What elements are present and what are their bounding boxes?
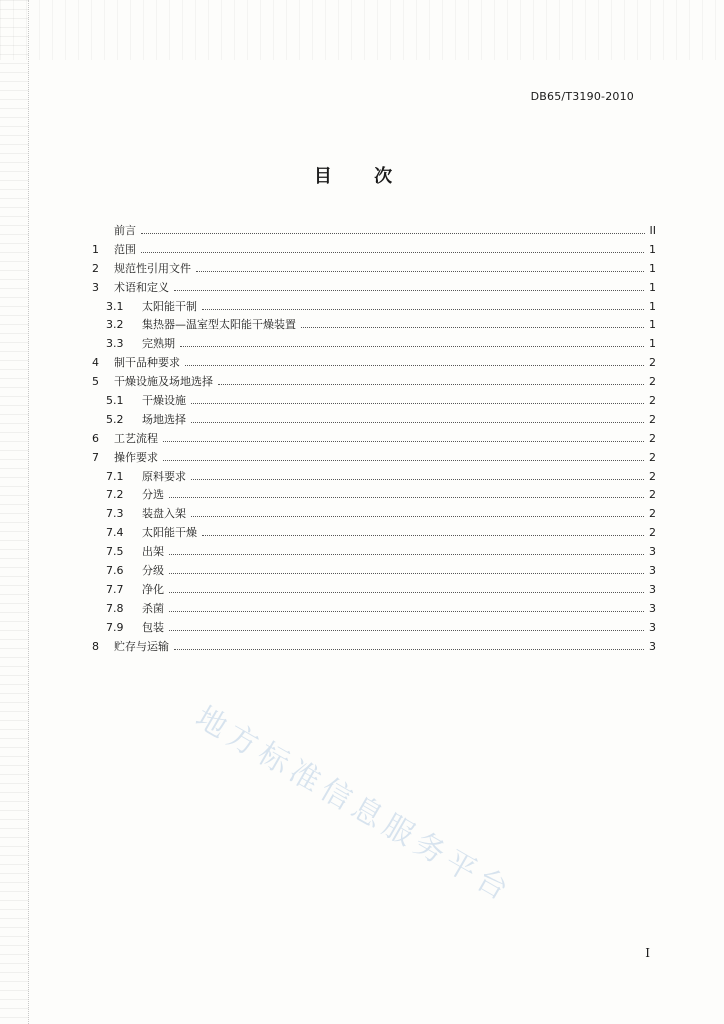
toc-entry-label: 操作要求 [114, 450, 158, 464]
toc-entry[interactable] [92, 600, 656, 619]
dot-leader [180, 346, 644, 347]
toc-entry-number: 2 [92, 261, 99, 275]
toc-entry[interactable] [92, 260, 656, 279]
toc-entry-label: 规范性引用文件 [114, 261, 191, 275]
toc-entry-page: II [649, 224, 656, 237]
toc-entry-label: 完熟期 [142, 337, 175, 351]
toc-entry-page: 3 [649, 639, 656, 653]
toc-entry-page: 1 [649, 261, 656, 275]
toc-entry-label: 太阳能干燥 [142, 526, 197, 540]
toc-entry-label: 杀菌 [142, 601, 164, 615]
toc-entry-number: 5.1 [106, 394, 124, 408]
toc-entry-label: 工艺流程 [114, 431, 158, 445]
toc-entry-label: 装盘入架 [142, 507, 186, 521]
dot-leader [141, 233, 645, 234]
toc-entry-page: 2 [649, 356, 656, 370]
toc-entry-number: 5.2 [106, 412, 124, 426]
toc-entry-label: 前言 [114, 224, 136, 237]
dot-leader [163, 460, 644, 461]
toc-entry[interactable] [92, 222, 656, 241]
toc-entry-page: 1 [649, 299, 656, 313]
toc-entry-number: 7.7 [106, 582, 124, 596]
toc-entry-label: 包装 [142, 620, 164, 634]
toc-entry-page: 2 [649, 394, 656, 408]
toc-entry-label: 原料要求 [142, 469, 186, 483]
toc-entry-number: 8 [92, 639, 99, 653]
toc-entry[interactable] [92, 581, 656, 600]
toc-entry-label: 集热器—温室型太阳能干燥装置 [142, 318, 296, 332]
toc-entry-label: 术语和定义 [114, 280, 169, 294]
toc-entry-number: 3 [92, 280, 99, 294]
toc-entry[interactable] [92, 354, 656, 373]
toc-entry-number: 7.8 [106, 601, 124, 615]
toc-entry-number: 7.1 [106, 469, 124, 483]
toc-entry-label: 贮存与运输 [114, 639, 169, 653]
page-number: I [645, 946, 650, 960]
toc-entry-page: 2 [649, 431, 656, 445]
toc-entry-label: 净化 [142, 582, 164, 596]
toc-entry[interactable] [92, 411, 656, 430]
toc-entry-label: 制干品种要求 [114, 356, 180, 370]
dot-leader [202, 535, 644, 536]
toc-entry-label: 干燥设施及场地选择 [114, 375, 213, 389]
toc-entry[interactable] [92, 392, 656, 411]
toc-entry-label: 分级 [142, 564, 164, 578]
toc-entry[interactable] [92, 335, 656, 354]
toc-entry-page: 3 [649, 564, 656, 578]
toc-entry-label: 干燥设施 [142, 394, 186, 408]
toc-entry-number: 5 [92, 375, 99, 389]
toc-entry-label: 场地选择 [142, 412, 186, 426]
toc-entry[interactable] [92, 638, 656, 657]
dot-leader [141, 252, 644, 253]
toc-entry[interactable] [92, 505, 656, 524]
dot-leader [191, 516, 644, 517]
toc-entry[interactable] [92, 298, 656, 317]
toc-entry-page: 3 [649, 582, 656, 596]
watermark: 地方标准信息服务平台 [189, 699, 519, 911]
toc-entry[interactable] [92, 430, 656, 449]
dot-leader [169, 573, 644, 574]
toc-entry[interactable] [92, 449, 656, 468]
toc-entry-page: 1 [649, 242, 656, 256]
document-code: DB65/T3190-2010 [530, 90, 634, 103]
dot-leader [169, 611, 644, 612]
dot-leader [202, 309, 644, 310]
dot-leader [218, 384, 644, 385]
toc-entry-number: 7.4 [106, 526, 124, 540]
toc-entry-number: 1 [92, 242, 99, 256]
dot-leader [174, 290, 644, 291]
scan-margin [0, 0, 29, 1024]
scan-noise [0, 0, 724, 60]
dot-leader [191, 479, 644, 480]
toc-entry-page: 3 [649, 601, 656, 615]
toc-entry[interactable] [92, 619, 656, 638]
toc-entry-label: 太阳能干制 [142, 299, 197, 313]
dot-leader [169, 497, 644, 498]
dot-leader [169, 630, 644, 631]
toc-entry-page: 3 [649, 545, 656, 559]
toc-entry[interactable] [92, 373, 656, 392]
toc-entry-page: 2 [649, 450, 656, 464]
toc-entry-label: 范围 [114, 242, 136, 256]
toc-entry-number: 7.9 [106, 620, 124, 634]
toc-entry-label: 出架 [142, 545, 164, 559]
dot-leader [191, 403, 644, 404]
toc-entry[interactable] [92, 486, 656, 505]
toc-entry-number: 4 [92, 356, 99, 370]
toc-entry-page: 1 [649, 337, 656, 351]
toc-entry-page: 1 [649, 318, 656, 332]
toc-entry[interactable] [92, 543, 656, 562]
toc-entry-number: 3.3 [106, 337, 124, 351]
dot-leader [169, 592, 644, 593]
toc-entry-number: 7.6 [106, 564, 124, 578]
toc-entry-label: 分选 [142, 488, 164, 502]
toc-entry-page: 2 [649, 507, 656, 521]
toc-entry-page: 2 [649, 526, 656, 540]
toc-entry[interactable] [92, 524, 656, 543]
dot-leader [174, 649, 644, 650]
page-title: 目 次 [313, 166, 411, 187]
dot-leader [163, 441, 644, 442]
dot-leader [185, 365, 644, 366]
toc-entry[interactable] [92, 562, 656, 581]
toc-entry-number: 7.5 [106, 545, 124, 559]
toc-entry-page: 2 [649, 375, 656, 389]
dot-leader [301, 327, 644, 328]
toc-entry-number: 3.1 [106, 299, 124, 313]
toc-entry-number: 7.3 [106, 507, 124, 521]
toc-entry-page: 3 [649, 620, 656, 634]
toc-entry[interactable] [92, 316, 656, 335]
toc-entry-number: 6 [92, 431, 99, 445]
toc-entry-number: 7 [92, 450, 99, 464]
toc-entry[interactable] [92, 468, 656, 487]
toc-entry-number: 3.2 [106, 318, 124, 332]
toc-entry-page: 2 [649, 488, 656, 502]
dot-leader [191, 422, 644, 423]
toc-entry[interactable] [92, 279, 656, 298]
dot-leader [196, 271, 644, 272]
toc-entry-page: 1 [649, 280, 656, 294]
toc-entry-number: 7.2 [106, 488, 124, 502]
toc-entry-page: 2 [649, 412, 656, 426]
table-of-contents [92, 222, 656, 656]
toc-entry[interactable] [92, 241, 656, 260]
dot-leader [169, 554, 644, 555]
toc-entry-page: 2 [649, 469, 656, 483]
